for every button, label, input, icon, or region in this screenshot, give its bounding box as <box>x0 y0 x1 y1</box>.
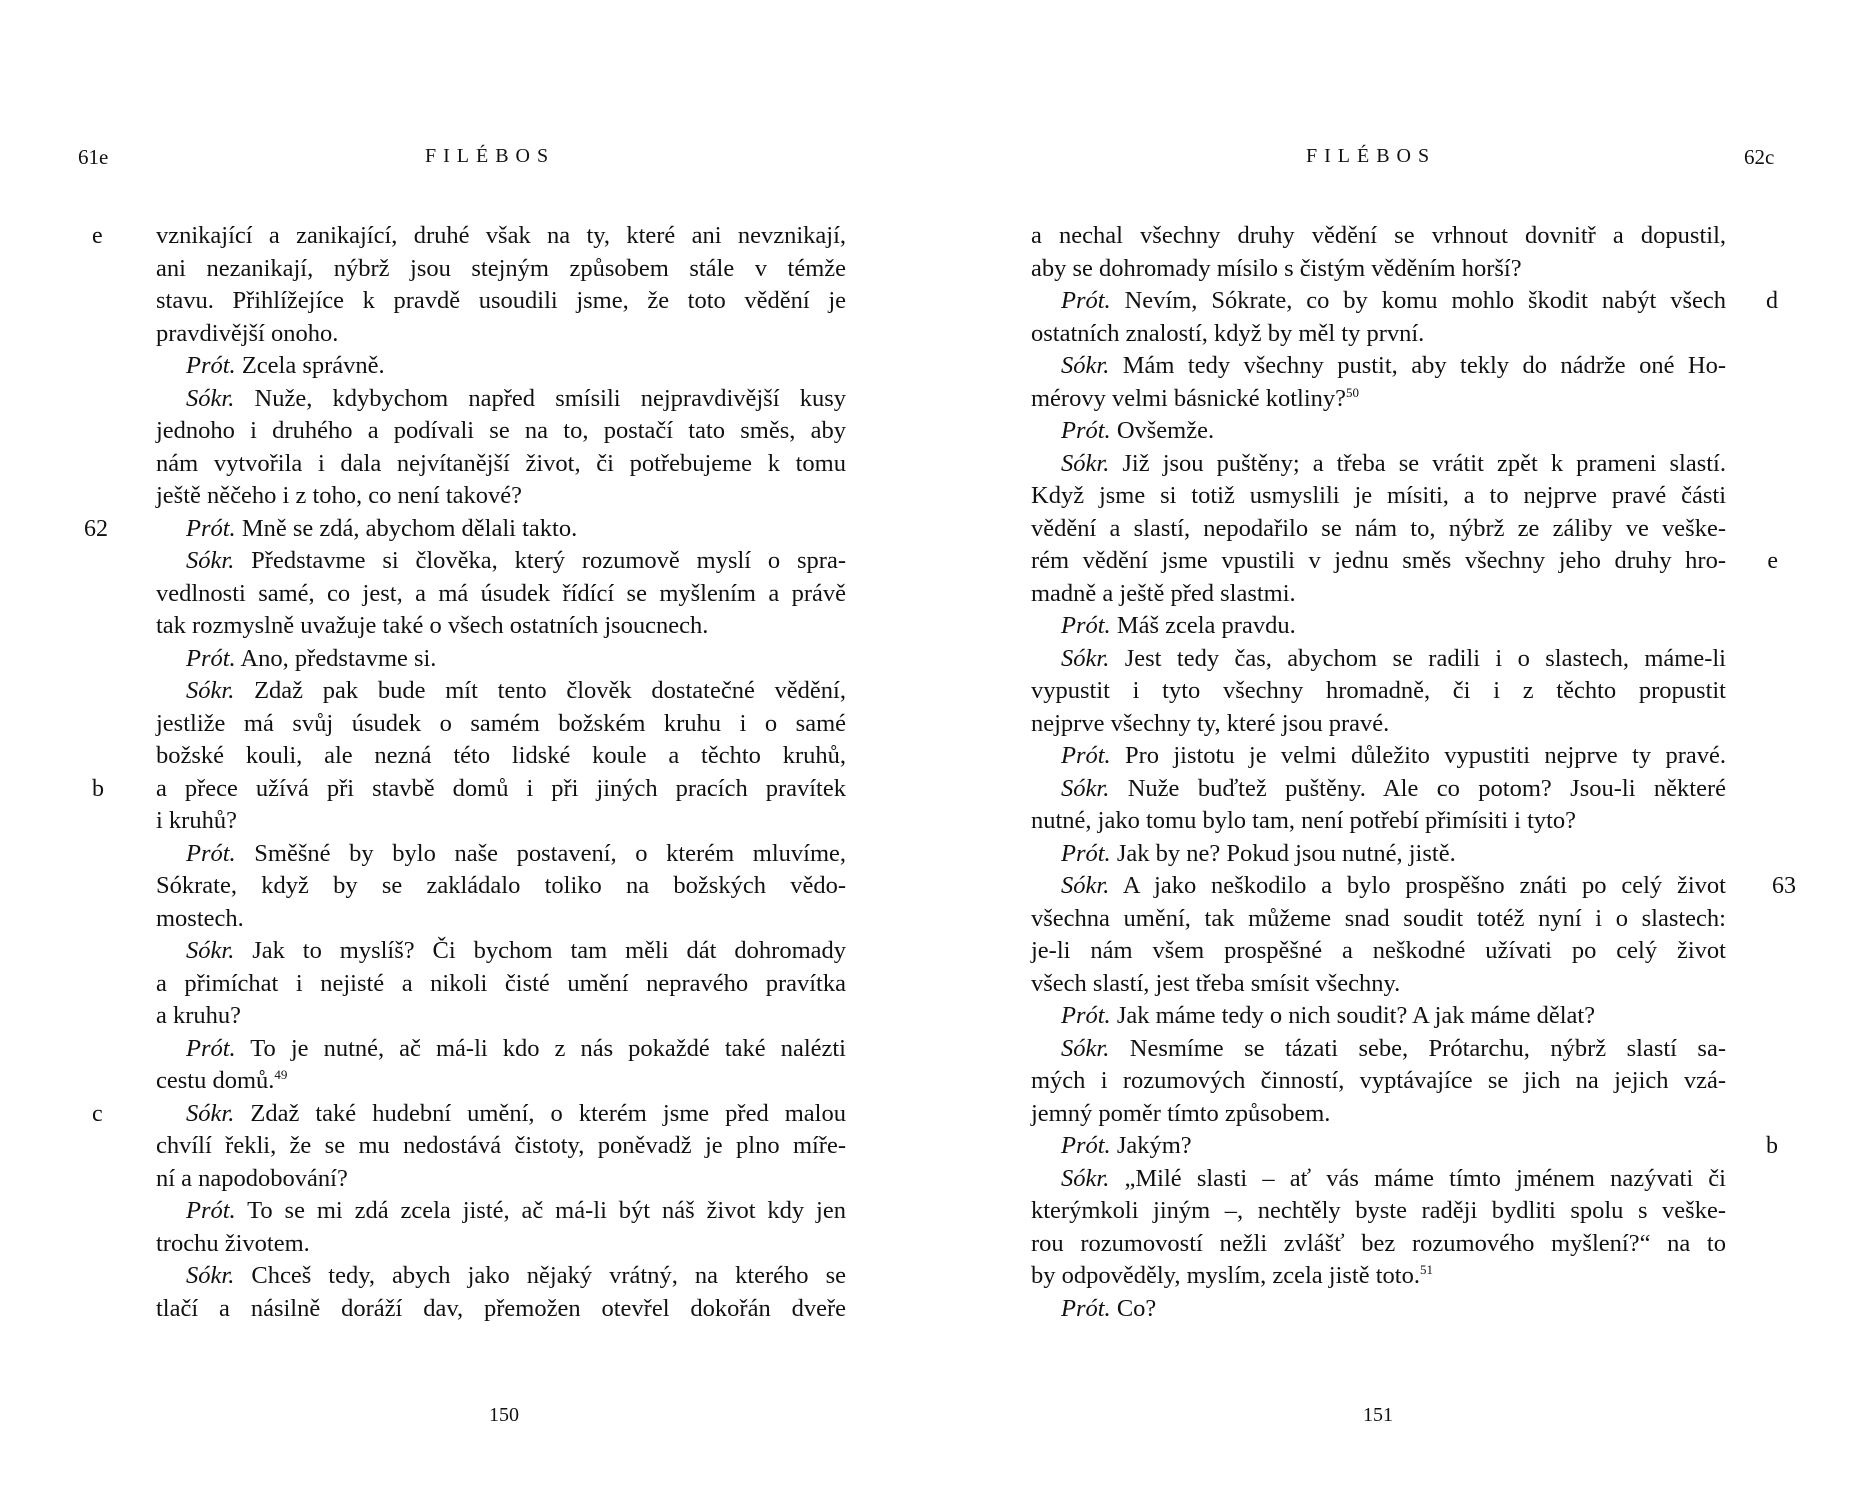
speaker-name: Sókr. <box>186 1262 235 1289</box>
margin-marker: 62 <box>84 515 108 542</box>
speaker-name: Prót. <box>1061 1002 1111 1029</box>
dialogue-line: Sókr. Jest tedy čas, abychom se radili i o slastech, máme-li <box>1061 644 1726 672</box>
text-line: stavu. Přihlížejíce k pravdě usoudili jsme, že toto vědění je <box>156 287 846 314</box>
text-line: ní a napodobování? <box>156 1164 348 1192</box>
margin-marker: b <box>1766 1133 1778 1159</box>
speaker-name: Prót. <box>186 1034 236 1062</box>
speaker-name: Prót. <box>1061 839 1111 867</box>
speaker-name: Prót. <box>1061 742 1111 769</box>
text-line: ani nezanikají, nýbrž jsou stejným způsobem stále v témže <box>156 254 846 282</box>
text-line: e vznikající a zanikající, druhé však na ty, které ani nevznikají, <box>156 220 846 253</box>
dialogue-line: Prót. Jak by ne? Pokud jsou nutné, jistě. <box>1061 839 1456 867</box>
text-line: chvílí řekli, že se mu nedostává čistoty, poněvadž je plno míře- <box>156 1132 846 1159</box>
dialogue-line: Prót. Pro jistotu je velmi důležito vypustiti nejprve ty pravé. <box>1061 742 1726 769</box>
text-line: vedlnosti samé, co jest, a má úsudek řídící se myšlením a právě <box>156 579 846 607</box>
speaker-name: Prót. <box>186 839 236 867</box>
speaker-name: Prót. <box>1061 287 1111 314</box>
text-line: cestu domů.$^{49}$ <box>156 1066 288 1094</box>
margin-marker: 63 <box>1772 873 1796 899</box>
dialogue-line: Prót. To je nutné, ač má-li kdo z nás pokaždé také nalézti <box>186 1034 846 1062</box>
dialogue-line: Sókr. Nuže, kdybychom napřed smísili nejpravdivější kusy <box>186 384 846 412</box>
speaker-name: Sókr. <box>1061 1034 1110 1062</box>
text-line: všechna umění, tak můžeme snad soudit totéž nyní i o slastech: <box>1031 904 1726 932</box>
dialogue-line: Sókr. Zdaž pak bude mít tento člověk dostatečné vědění, <box>186 677 846 704</box>
text-line: Sókrate, když by se zakládalo toliko na božských vědo- <box>156 872 846 899</box>
text-line: vědění a slastí, nepodařilo se nám to, nýbrž ze záliby ve veške- <box>1031 514 1726 542</box>
text-line: tak rozmyslně uvažuje také o všech ostatních jsoucnech. <box>156 612 709 639</box>
folio-reference: 61e <box>78 145 109 169</box>
footnote-ref: 51 <box>1419 1261 1433 1277</box>
footnote-ref: 49 <box>274 1066 288 1082</box>
text-line: mých i rozumových činností, vyptávajíce se jich na jejich vzá- <box>1031 1067 1726 1094</box>
speaker-name: Sókr. <box>186 1099 235 1127</box>
margin-marker: d <box>1766 288 1778 314</box>
speaker-name: Sókr. <box>1061 1164 1110 1192</box>
dialogue-line: Prót. Směšné by bylo naše postavení, o kterém mluvíme, <box>186 839 846 867</box>
dialogue-line: Sókr. Představme si člověka, který rozumově myslí o spra- <box>186 547 846 574</box>
text-line: nám vytvořila i dala nejvítanější život, či potřebujeme k tomu <box>156 449 846 477</box>
dialogue-line: 63 Sókr. A jako neškodilo a bylo prospěšno znáti po celý život <box>1031 870 1726 903</box>
speaker-name: Prót. <box>186 514 236 542</box>
dialogue-line: Sókr. Jak to myslíš? Či bychom tam měli dát dohromady <box>186 937 846 964</box>
text-line: nutné, jako tomu bylo tam, není potřebí přimísiti i tyto? <box>1031 807 1577 834</box>
text-line: a nechal všechny druhy vědění se vrhnout dovnitř a dopustil, <box>1031 222 1726 249</box>
dialogue-line: Sókr. Mám tedy všechny pustit, aby tekly do nádrže oné Ho- <box>1061 352 1726 379</box>
text-line: kterýmkoli jiným –, nechtěly byste raději bydliti spolu s veške- <box>1031 1197 1726 1224</box>
text-line: e rém vědění jsme vpustili v jednu směs všechny jeho druhy hro- <box>1031 545 1726 578</box>
dialogue-line: Prót. Ano, představme si. <box>186 644 437 672</box>
dialogue-line: b Prót. Jakým? <box>1031 1130 1726 1163</box>
dialogue-line: Sókr. Chceš tedy, abych jako nějaký vrátný, na kterého se <box>186 1262 846 1289</box>
speaker-name: Sókr. <box>1061 774 1110 802</box>
text-line: rou rozumovostí nežli zvlášť bez rozumového myšlení?“ na to <box>1031 1229 1726 1257</box>
speaker-name: Sókr. <box>1061 449 1110 477</box>
text-line: mérovy velmi básnické kotliny?$^{50}$ <box>1031 384 1360 412</box>
text-line: b a přece užívá při stavbě domů i při jiných pracích pravítek <box>156 773 846 806</box>
margin-marker: e <box>92 223 103 249</box>
dialogue-line: Prót. Máš zcela pravdu. <box>1061 612 1296 639</box>
text-line: božské kouli, ale nezná této lidské koule a těchto kruhů, <box>156 742 846 769</box>
speaker-name: Sókr. <box>1061 644 1110 672</box>
text-line: jednoho i druhého a podívali se na to, postačí tato směs, aby <box>156 417 846 444</box>
right-page <box>931 0 1862 1501</box>
text-line: a přimíchat i nejisté a nikoli čisté umění nepravého pravítka <box>156 969 846 997</box>
speaker-name: Sókr. <box>1061 352 1110 379</box>
text-line: aby se dohromady mísilo s čistým věděním horší? <box>1031 254 1522 282</box>
text-line: pravdivější onoho. <box>156 319 339 347</box>
dialogue-line: Prót. Jak máme tedy o nich soudit? A jak máme dělat? <box>1061 1002 1596 1029</box>
text-line: mostech. <box>156 904 244 932</box>
speaker-name: Prót. <box>186 1197 236 1224</box>
margin-marker: b <box>92 775 104 802</box>
speaker-name: Sókr. <box>186 937 235 964</box>
text-line: nejprve všechny ty, které jsou pravé. <box>1031 709 1390 737</box>
text-line: ještě něčeho i z toho, co není takové? <box>156 482 522 509</box>
body-text <box>84 220 846 1325</box>
dialogue-line: Prót. To se mi zdá zcela jisté, ač má-li být náš život kdy jen <box>186 1197 846 1224</box>
dialogue-line: Sókr. Nuže buďtež puštěny. Ale co potom? Jsou-li některé <box>1061 774 1726 802</box>
speaker-name: Sókr. <box>186 384 235 412</box>
page-number: 151 <box>1363 1404 1393 1426</box>
running-head: FILÉBOS <box>1306 145 1437 167</box>
margin-marker: c <box>92 1100 103 1127</box>
body-text <box>1031 220 1796 1325</box>
text-line: všech slastí, jest třeba smísit všechny. <box>1031 969 1401 997</box>
folio-reference: 62c <box>1744 145 1775 169</box>
speaker-name: Prót. <box>1061 417 1111 444</box>
dialogue-line: Sókr. „Milé slasti – ať vás máme tímto jménem nazývati či <box>1061 1164 1726 1192</box>
text-line: jemný poměr tímto způsobem. <box>1031 1099 1331 1127</box>
speaker-name: Sókr. <box>1061 872 1110 899</box>
dialogue-line: Prót. Ovšemže. <box>1061 417 1215 444</box>
dialogue-line: d Prót. Nevím, Sókrate, co by komu mohlo škodit nabýt všech <box>1031 285 1726 318</box>
text-line: by odpověděly, myslím, zcela jistě toto.$^{51}$ <box>1031 1261 1433 1289</box>
page-number: 150 <box>489 1404 519 1426</box>
speaker-name: Prót. <box>1061 1294 1111 1322</box>
footnote-ref: 50 <box>1346 384 1360 400</box>
dialogue-line: Prót. Co? <box>1061 1294 1157 1322</box>
dialogue-line: Prót. Zcela správně. <box>186 352 385 379</box>
speaker-name: Prót. <box>1061 1132 1111 1159</box>
text-line: ostatních znalostí, když by měl ty první. <box>1031 319 1425 347</box>
text-line: je-li nám všem prospěšné a neškodné užívati po celý život <box>1031 937 1726 964</box>
text-line: madně a ještě před slastmi. <box>1031 579 1296 607</box>
dialogue-line: Sókr. Již jsou puštěny; a třeba se vrátit zpět k prameni slastí. <box>1061 449 1726 477</box>
text-line: Když jsme si totiž usmyslili je mísiti, a to nejprve pravé části <box>1031 482 1726 509</box>
speaker-name: Sókr. <box>186 547 235 574</box>
running-head: FILÉBOS <box>425 145 556 167</box>
speaker-name: Prót. <box>186 352 236 379</box>
dialogue-line: Sókr. Nesmíme se tázati sebe, Prótarchu, nýbrž slastí sa- <box>1061 1034 1726 1062</box>
text-line: a kruhu? <box>156 1002 242 1029</box>
text-line: vypustit i tyto všechny hromadně, či i z těchto propustit <box>1031 677 1726 704</box>
dialogue-line: c Sókr. Zdaž také hudební umění, o kterém jsme před malou <box>156 1098 846 1131</box>
margin-marker: e <box>1767 548 1778 574</box>
speaker-name: Sókr. <box>186 677 235 704</box>
text-line: trochu životem. <box>156 1229 310 1257</box>
speaker-name: Prót. <box>1061 612 1111 639</box>
speaker-name: Prót. <box>186 644 236 672</box>
text-line: tlačí a násilně doráží dav, přemožen otevřel dokořán dveře <box>156 1294 846 1322</box>
dialogue-line: 62 Prót. Mně se zdá, abychom dělali takto. <box>156 513 846 546</box>
text-line: jestliže má svůj úsudek o samém božském kruhu i o samé <box>156 709 846 737</box>
text-line: i kruhů? <box>156 807 237 834</box>
